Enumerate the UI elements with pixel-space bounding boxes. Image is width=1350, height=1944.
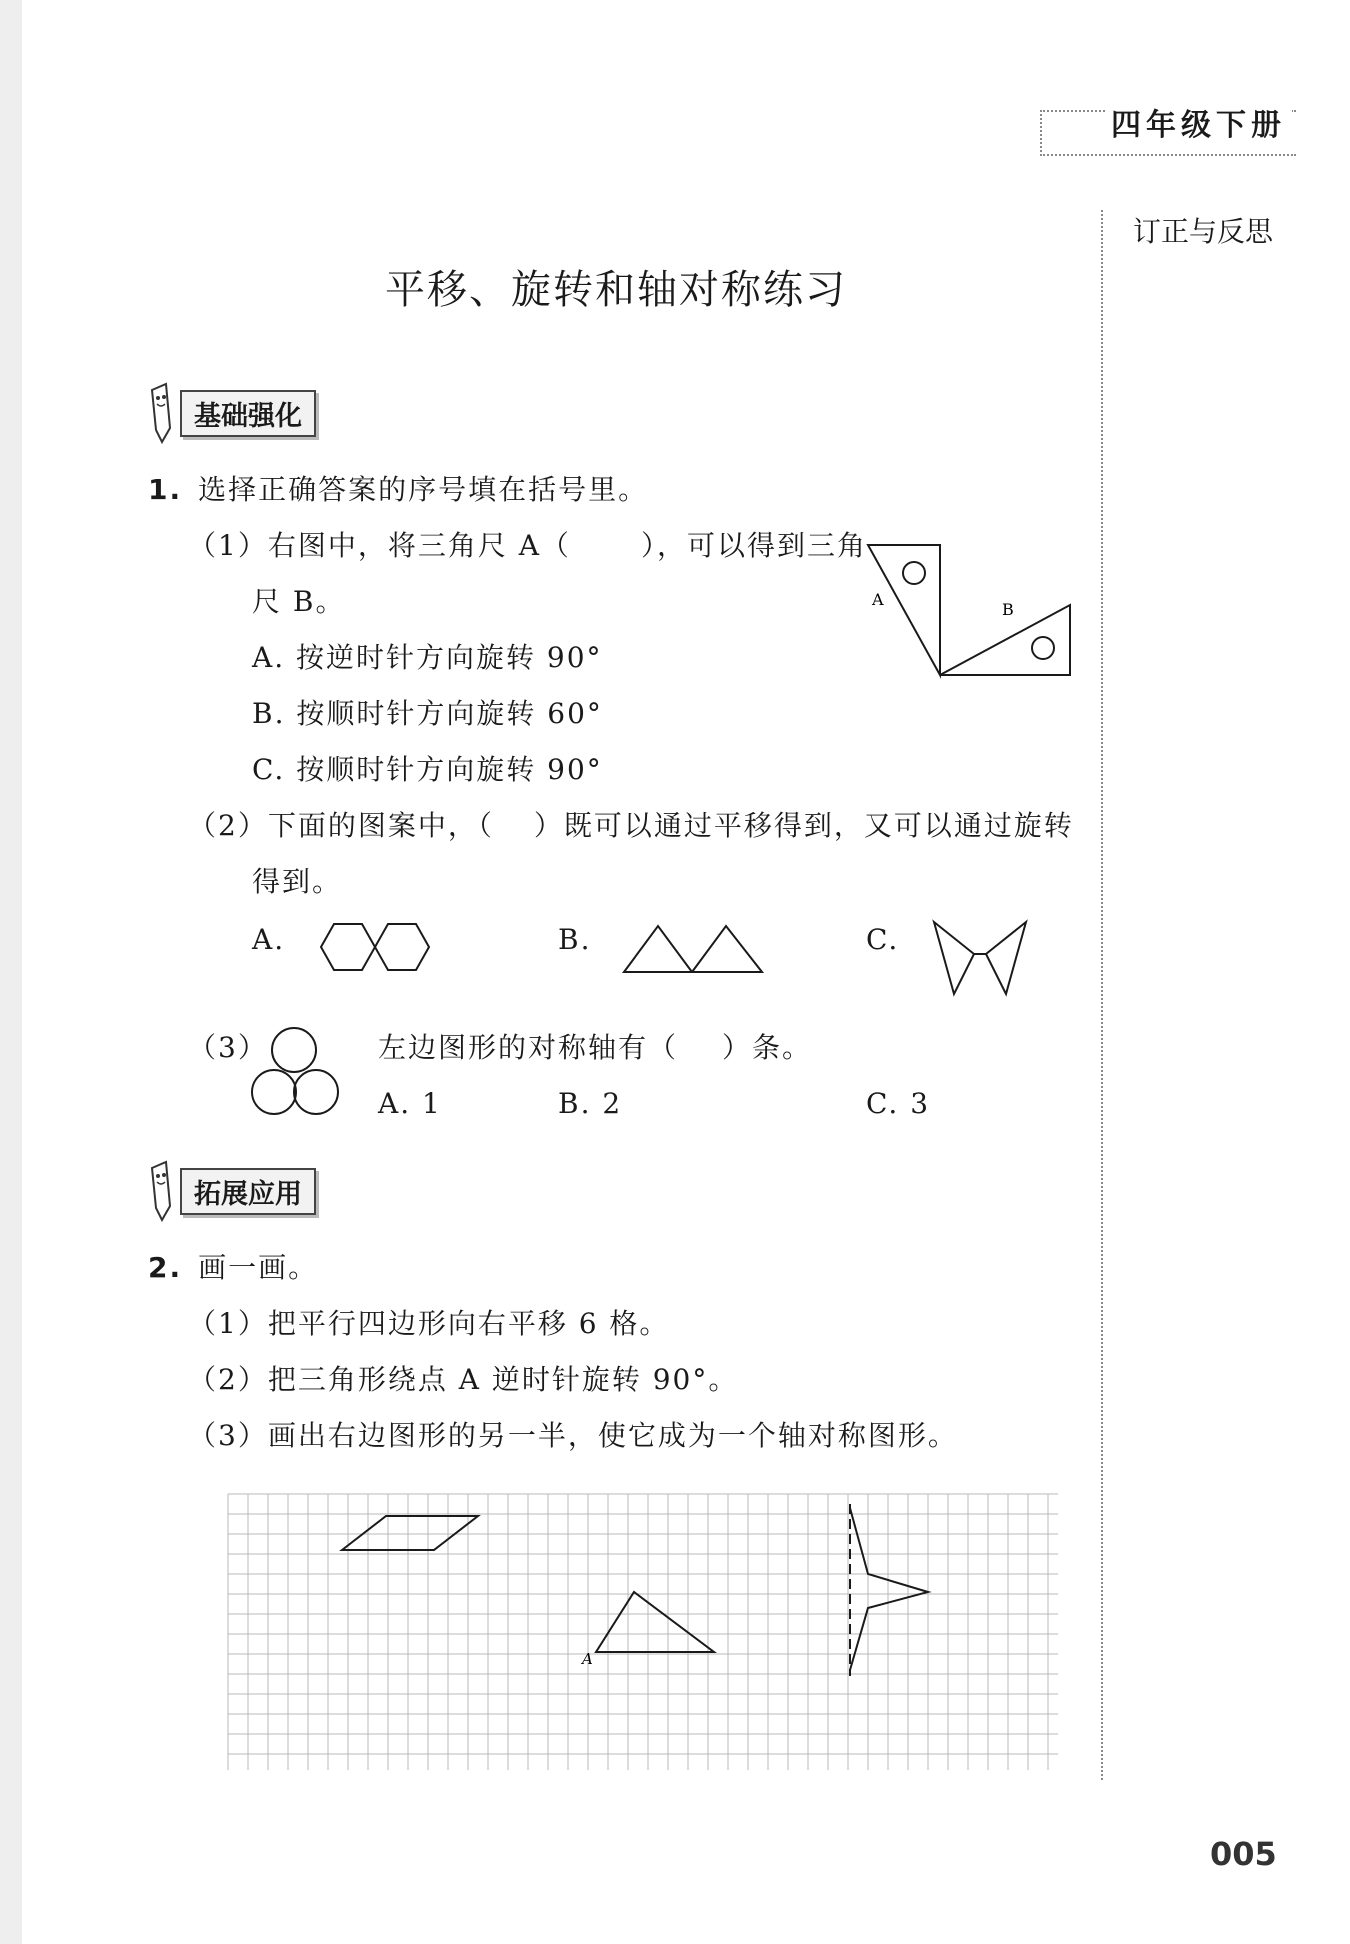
hexagon-right — [375, 924, 429, 970]
q2-item-3: （3）画出右边图形的另一半，使它成为一个轴对称图形。 — [188, 1419, 958, 1452]
question-number: 2. — [148, 1251, 183, 1284]
triangle-left — [624, 926, 692, 972]
point-a-label: A — [582, 1650, 593, 1668]
q1-part3-text — [378, 1031, 813, 1064]
q1-part3-text-a: 左边图形的对称轴有（ — [378, 1031, 679, 1064]
circle-top — [272, 1028, 316, 1072]
three-circles-figure — [248, 1026, 348, 1126]
q1-part2-option-c-label: C. — [866, 923, 900, 956]
circle-bottom-right — [294, 1070, 338, 1114]
q1-part2-text-a: （2）下面的图案中，（ — [188, 809, 494, 842]
q1-part3-option-c: C. 3 — [866, 1087, 931, 1120]
bowtie-left-wing — [934, 922, 974, 994]
page-number: 005 — [1210, 1835, 1277, 1873]
reflection-column-divider — [1101, 210, 1103, 1780]
half-figure — [850, 1508, 928, 1670]
pencil-icon — [148, 382, 174, 444]
q2-item-2: （2）把三角形绕点 A 逆时针旋转 90°。 — [188, 1363, 739, 1396]
set-squares-figure — [860, 535, 1100, 695]
triangle-b-hole — [1032, 637, 1054, 659]
q1-part2-line1 — [188, 809, 1074, 842]
q1-part2-option-a-label: A. — [252, 923, 286, 956]
section-badge-label: 拓展应用 — [180, 1168, 316, 1215]
q1-part3-option-b: B. 2 — [558, 1087, 623, 1120]
two-triangles-figure — [622, 922, 772, 982]
bowtie-figure — [930, 918, 1030, 998]
triangle-b-label: B — [1002, 600, 1014, 619]
q1-part1-line2: 尺 B。 — [252, 585, 346, 618]
q1-part2-line2: 得到。 — [252, 865, 343, 898]
q1-part1-option-b: B. 按顺时针方向旋转 60° — [252, 697, 603, 730]
hexagon-left — [321, 924, 375, 970]
section-badge-basic — [148, 382, 316, 444]
q1-part1-option-c: C. 按顺时针方向旋转 90° — [252, 753, 603, 786]
grade-label: 四年级下册 — [1105, 100, 1292, 144]
section-badge-label: 基础强化 — [180, 390, 316, 437]
pencil-icon — [148, 1160, 174, 1222]
q1-part2-option-b-label: B. — [558, 923, 592, 956]
q1-part1-line1 — [188, 529, 867, 562]
triangle-right — [692, 926, 762, 972]
triangle-a — [868, 545, 940, 675]
triangle-a-hole — [903, 562, 925, 584]
page-edge-shadow — [0, 0, 22, 1944]
q1-part1-text-b: ），可以得到三角 — [640, 529, 867, 562]
triangle-a-label: A — [872, 590, 884, 609]
q1-part3-text-b: ）条。 — [722, 1031, 813, 1064]
section-badge-extended — [148, 1160, 316, 1222]
question-text: 选择正确答案的序号填在括号里。 — [198, 473, 649, 506]
triangle — [596, 1592, 714, 1652]
q1-part1-option-a: A. 按逆时针方向旋转 90° — [252, 641, 603, 674]
question-1-stem — [148, 473, 649, 506]
question-2-stem — [148, 1251, 319, 1284]
question-number: 1. — [148, 473, 183, 506]
grid-lines — [228, 1494, 1058, 1770]
q1-part1-text-a: （1）右图中，将三角尺 A（ — [188, 529, 571, 562]
page-title: 平移、旋转和轴对称练习 — [385, 267, 847, 313]
reflection-column-label: 订正与反思 — [1133, 215, 1274, 248]
bowtie-right-wing — [986, 922, 1026, 994]
circle-bottom-left — [252, 1070, 296, 1114]
q1-part2-text-b: ）既可以通过平移得到，又可以通过旋转 — [533, 809, 1074, 842]
two-hexagons-figure — [318, 920, 448, 980]
question-text: 画一画。 — [198, 1251, 319, 1284]
q2-item-1: （1）把平行四边形向右平移 6 格。 — [188, 1307, 670, 1340]
q1-part3-option-a: A. 1 — [378, 1087, 442, 1120]
drawing-grid[interactable] — [228, 1494, 1058, 1770]
parallelogram — [342, 1516, 478, 1550]
q1-part3-prefix: （3） — [188, 1031, 268, 1064]
